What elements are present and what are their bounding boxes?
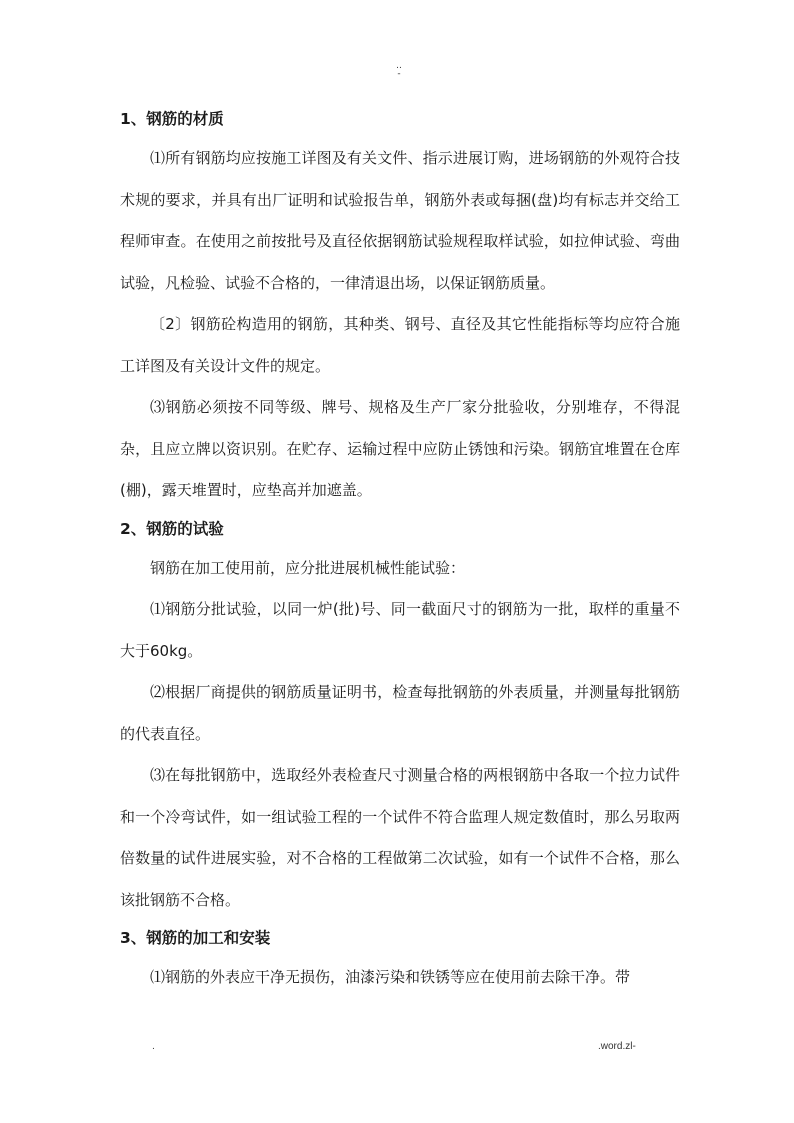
paragraph-testing-2: ⑵根据厂商提供的钢筋质量证明书，检查每批钢筋的外表质量，并测量每批钢筋的代表直径。 <box>120 683 680 743</box>
header-mark-dots: .. <box>396 61 402 71</box>
section-heading-processing: 3、钢筋的加工和安装 <box>120 929 271 947</box>
paragraph-testing-1: ⑴钢筋分批试验，以同一炉(批)号、同一截面尺寸的钢筋为一批，取样的重量不大于60kg。 <box>120 600 680 660</box>
document-body <box>120 102 680 999</box>
paragraph-testing-intro: 钢筋在加工使用前，应分批进展机械性能试验： <box>150 558 466 577</box>
section-heading-material: 1、钢筋的材质 <box>120 110 224 128</box>
section-heading-testing: 2、钢筋的试验 <box>120 519 224 538</box>
page-header-mark <box>384 62 414 78</box>
header-mark-dash: - <box>397 69 401 79</box>
paragraph-material-1: ⑴所有钢筋均应按施工详图及有关文件、指示进展订购，进场钢筋的外观符合技术规的要求，并具有出厂证明和试验报告单，钢筋外表或每捆(盘)均有标志并交给工程师审查。在使用之前按批号及直径依据钢筋试验规程取样试验，如拉伸试验、弯曲试验，凡检验、试验不合格的，一律清退出场，以保证钢筋质量。 <box>120 149 680 292</box>
footer-right-text: .word.zl- <box>598 1041 636 1052</box>
footer-left-mark: . <box>152 1042 155 1052</box>
paragraph-material-2: 〔2〕钢筋砼构造用的钢筋，其种类、钢号、直径及其它性能指标等均应符合施工详图及有关设计文件的规定。 <box>120 315 680 375</box>
paragraph-testing-3: ⑶在每批钢筋中，选取经外表检查尺寸测量合格的两根钢筋中各取一个拉力试件和一个冷弯试件，如一组试验工程的一个试件不符合监理人规定数值时，那么另取两倍数量的试件进展实验，对不合格的工程做第二次试验，如有一个试件不合格，那么该批钢筋不合格。 <box>120 766 680 909</box>
paragraph-material-3: ⑶钢筋必须按不同等级、牌号、规格及生产厂家分批验收，分别堆存，不得混杂，且应立牌以资识别。在贮存、运输过程中应防止锈蚀和污染。钢筋宜堆置在仓库(棚)，露天堆置时，应垫高并加遮盖。 <box>120 398 680 499</box>
paragraph-processing-1: ⑴钢筋的外表应干净无损伤，油漆污染和铁锈等应在使用前去除干净。带 <box>150 968 631 986</box>
